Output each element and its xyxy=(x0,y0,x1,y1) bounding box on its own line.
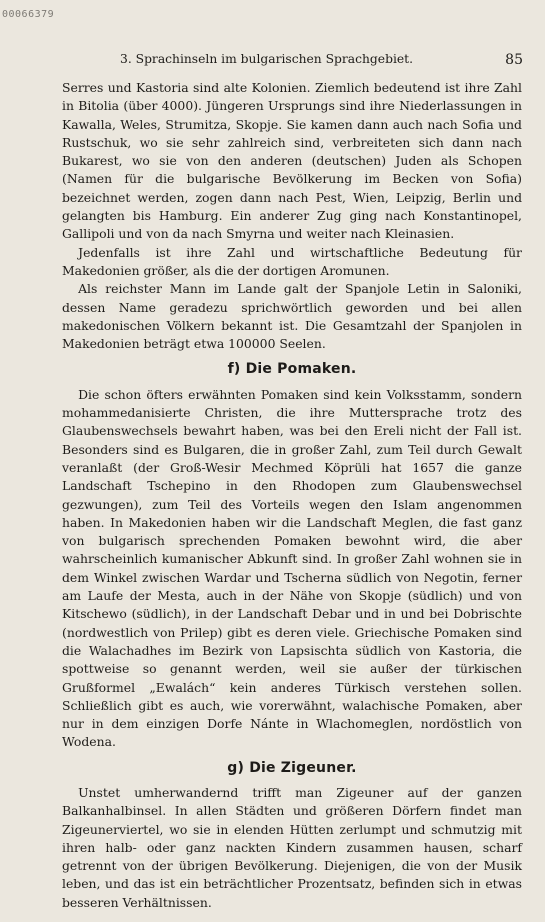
page-number: 85 xyxy=(505,52,523,68)
body-text xyxy=(62,79,522,912)
archive-stamp: 00066379 xyxy=(2,9,55,20)
paragraph: Serres und Kastoria sind alte Kolonien. Ziemlich bedeutend ist ihre Zahl in Bitolia (über 4000). Jüngeren Ursprungs sind ihre Niederlassungen in Kawalla, Weles, Strumitza, Skopje. Sie kamen dann auch nach Sofia und Rustschuk, wo sie sehr zahlreich sind, verbreiteten sich dann nach Bukarest, wo sie von den anderen (deutschen) Juden als Schopen (Namen für die bulgarische Bevölkerung im Becken von Sofia) bezeichnet werden, zogen dann nach Pest, Wien, Leipzig, Berlin und gelangten bis Hamburg. Ein anderer Zug ging nach Konstantinopel, Gallipoli und von da nach Smyrna und weiter nach Kleinasien. xyxy=(62,80,522,242)
section-heading-zigeuner: g) Die Zigeuner. xyxy=(227,759,357,776)
paragraph: Die schon öfters erwähnten Pomaken sind kein Volksstamm, sondern mohammedanisierte Christen, die ihre Muttersprache trotz des Glaubenswechsels bewahrt haben, was bei den Ereli nicht der Fall ist. Besonders sind es Bulgaren, die in großer Zahl, zum Teil durch Gewalt veranlaßt (der Groß-Wesir Mechmed Köprüli hat 1657 die ganze Landschaft Tschepino in den Rhodopen zum Glaubenswechsel gezwungen), zum Teil des Vorteils wegen den Islam angenommen haben. In Makedonien haben wir die Landschaft Meglen, die fast ganz von bulgarisch sprechenden Pomaken bewohnt wird, die aber wahrscheinlich kumanischer Abkunft sind. In großer Zahl wohnen sie in dem Winkel zwischen Wardar und Tscherna südlich von Negotin, ferner am Laufe der Mesta, auch in der Nähe von Skopje (südlich) und von Kitschewo (südlich), in der Landschaft Debar und in und bei Dobrischte (nordwestlich von Prilep) gibt es deren viele. Griechische Pomaken sind die Walachadhes im Bezirk von Lapsischta südlich von Kastoria, die spottweise so genannt werden, weil sie außer der türkischen Grußformel „Ewalách“ kein anderes Türkisch verstehen sollen. Schließlich gibt es auch, wie vorerwähnt, walachische Pomaken, aber nur in dem einzigen Dorfe Nánte in Wlachomeglen, nordöstlich von Wodena. xyxy=(62,386,522,750)
running-title: 3. Sprachinseln im bulgarischen Sprachgebiet. xyxy=(120,52,414,66)
paragraph: Als reichster Mann im Lande galt der Spanjole Letin in Saloniki, dessen Name geradezu sprichwörtlich geworden und bei allen makedonischen Völkern bekannt ist. Die Gesamtzahl der Spanjolen in Makedonien beträgt etwa 100000 Seelen. xyxy=(62,281,522,352)
section-heading-pomaken: f) Die Pomaken. xyxy=(227,361,357,378)
paragraph: Unstet umherwandernd trifft man Zigeuner auf der ganzen Balkanhalbinsel. In allen Städten und größeren Dörfern findet man Zigeunerviertel, wo sie in elenden Hütten zerlumpt und schmutzig mit ihren halb- oder ganz nackten Kindern zusammen hausen, scharf getrennt von der übrigen Bevölkerung. Diejenigen, die von der Musik leben, und das ist ein beträchtlicher Prozentsatz, befinden sich in etwas besseren Verhältnissen. xyxy=(62,784,522,910)
paragraph: Jedenfalls ist ihre Zahl und wirtschaftliche Bedeutung für Makedonien größer, als die der dortigen Aromunen. xyxy=(62,244,522,278)
